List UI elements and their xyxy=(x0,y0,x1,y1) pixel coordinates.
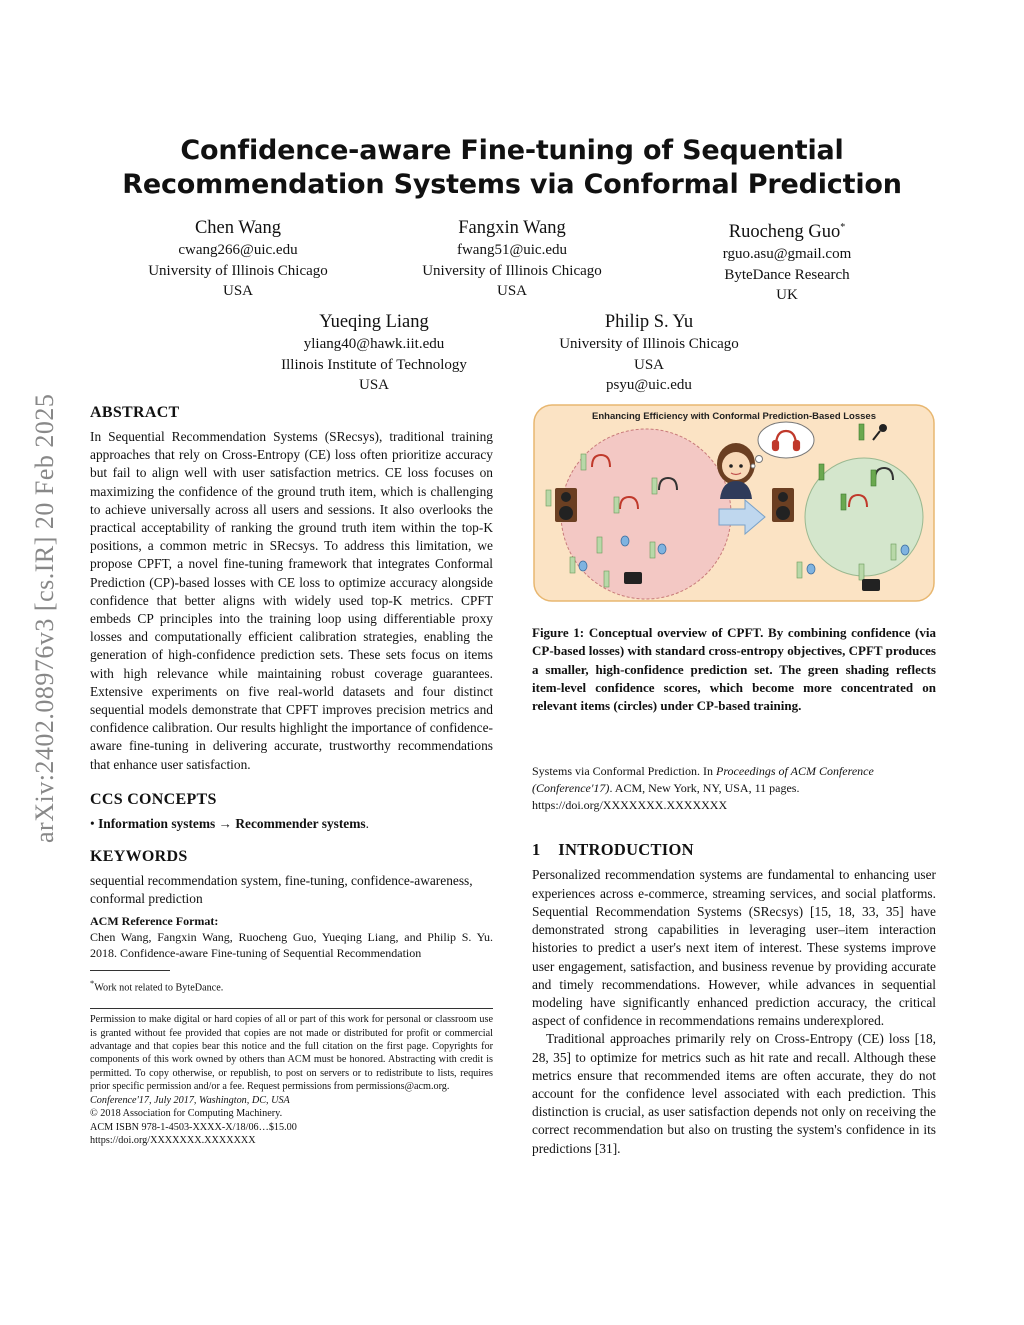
copyright-line: © 2018 Association for Computing Machinery. xyxy=(90,1108,283,1120)
footnote-text: Work not related to ByteDance. xyxy=(94,982,224,994)
author-name: Chen Wang xyxy=(194,218,282,238)
earbuds-icon xyxy=(807,564,815,574)
author-affiliation: Illinois Institute of Technology xyxy=(281,356,467,373)
left-column xyxy=(90,404,493,1147)
conference-line: Conference'17, July 2017, Washington, DC, USA xyxy=(90,1094,290,1106)
figure-illustration xyxy=(533,404,935,602)
candidate-set-circle xyxy=(561,429,731,599)
arxiv-stamp: arXiv:2402.08976v3 [cs.IR] 20 Feb 2025 xyxy=(30,393,59,843)
ccs-heading: CCS CONCEPTS xyxy=(90,790,217,808)
author-email: cwang266@uic.edu xyxy=(178,242,298,258)
turntable-icon xyxy=(862,579,880,591)
keywords-heading: KEYWORDS xyxy=(90,848,188,866)
reference-format-text: Chen Wang, Fangxin Wang, Ruocheng Guo, Yueqing Liang, and Philip S. Yu. 2018. Confidence-aware Fine-tuning of Sequential Recommendation xyxy=(90,930,493,961)
author-country: USA xyxy=(496,283,527,299)
speaker-icon xyxy=(555,488,577,522)
right-column xyxy=(532,624,936,1158)
author-email: psyu@uic.edu xyxy=(606,377,692,393)
footnote-rule xyxy=(90,970,170,971)
author-email: rguo.asu@gmail.com xyxy=(722,246,852,263)
figure-caption-text: Conceptual overview of CPFT. By combining confidence (via CP-based losses) with standard cross-entropy objectives, CPFT produces a smaller, high-confidence prediction set. The green shading reflects item-level confidence scores, which become more concentrated on relevant items (circles) under CP-based training. xyxy=(532,625,936,714)
intro-heading xyxy=(532,840,936,860)
author-name: Philip S. Yu xyxy=(604,312,694,332)
ccs-term: Recommender systems xyxy=(235,815,366,831)
doi-line: https://doi.org/XXXXXXX.XXXXXXX xyxy=(90,1134,256,1146)
permission-rule xyxy=(90,1008,493,1009)
author-name: Yueqing Liang xyxy=(319,312,429,332)
author-country: UK xyxy=(776,287,798,304)
author-affiliation: ByteDance Research xyxy=(724,266,850,283)
earbuds-icon xyxy=(621,536,629,546)
abstract-heading: ABSTRACT xyxy=(90,404,180,421)
intro-number: 1 xyxy=(532,840,541,860)
intro-title: INTRODUCTION xyxy=(558,840,694,860)
permission-text: Permission to make digital or hard copies of all or part of this work for personal or classroom use is granted without fee provided that copies are not made or distributed for profit or commercial advantage and that copies bear this notice and the full citation on the first page. Copyrights for components of this work owned by others than ACM must be honored. Abstracting with credit is permitted. To copy otherwise, or republish, to post on servers or to redistribute to lists, requires prior specific permission and/or a fee. Request permissions from permissions@acm.org. xyxy=(90,1014,493,1093)
author-country: USA xyxy=(633,356,664,373)
ccs-concepts xyxy=(90,815,493,833)
author-block xyxy=(382,216,642,302)
isbn-line: ACM ISBN 978-1-4503-XXXX-X/18/06…$15.00 xyxy=(90,1121,297,1133)
figure-1 xyxy=(533,404,935,602)
turntable-icon xyxy=(624,572,642,584)
footnote-mark: * xyxy=(90,978,95,989)
author-block xyxy=(244,310,504,396)
earbuds-icon xyxy=(658,544,666,554)
figure-caption xyxy=(532,624,936,715)
author-block xyxy=(519,310,779,396)
reference-continued-a: Systems via Conformal Prediction. In xyxy=(532,764,716,779)
ccs-end: . xyxy=(365,815,369,831)
footnote xyxy=(90,977,493,995)
speaker-icon xyxy=(772,488,794,522)
author-name: Ruocheng Guo xyxy=(728,222,841,243)
intro-paragraph-1: Personalized recommendation systems are fundamental to enhancing user experiences across e-commerce, streaming services, and social platforms. Sequential Recommendation Systems (SRecsys) [15, 18, 33, 35] have demonstrated strong capabilities in leveraging user–item interaction histories to predict a user's next item of interest. These systems improve user engagement, satisfaction, and business revenue by providing accurate and timely recommendations. However, while advances in sequential modeling have significantly enhanced prediction accuracy, the critical aspect of confidence in recommendations remains underexplored. xyxy=(532,867,936,1029)
author-email: fwang51@uic.edu xyxy=(456,242,568,258)
reference-venue: Proceedings of ACM Conference (Conference'17) xyxy=(532,764,874,796)
reference-continued-b: . ACM, New York, NY, USA, 11 pages. https://doi.org/XXXXXXX.XXXXXXX xyxy=(532,781,800,813)
author-block xyxy=(108,216,368,302)
ccs-bullet: • xyxy=(90,815,95,831)
ccs-arrow: → xyxy=(218,815,232,831)
author-affiliation: University of Illinois Chicago xyxy=(148,262,328,279)
earbuds-icon xyxy=(579,561,587,571)
reference-format-continued xyxy=(532,763,936,814)
author-block xyxy=(657,216,917,306)
paper-title: Confidence-aware Fine-tuning of Sequential Recommendation Systems via Conformal Prediction xyxy=(122,135,902,200)
reference-format-heading: ACM Reference Format: xyxy=(90,914,219,929)
author-affiliation: University of Illinois Chicago xyxy=(559,336,739,352)
keywords-text: sequential recommendation system, fine-tuning, confidence-awareness, conformal prediction xyxy=(90,873,473,907)
abstract-text: In Sequential Recommendation Systems (SRecsys), traditional training approaches that rely on Cross-Entropy (CE) loss often prioritize accuracy but fail to align well with user satisfaction metrics. CE loss focuses on maximizing the confidence of the ground truth item, which is challenging to achieve universally across all users and sessions. It also overlooks the practical acceptability of ranking the ground truth item within the top-K positions, a common metric in SRecsys. To address this limitation, we propose CPFT, a novel fine-tuning framework that integrates Conformal Prediction (CP)-based losses with CE loss to optimize accuracy alongside confidence that better aligns with widely used top-K metrics. CPFT embeds CP principles into the training loop using differentiable proxy losses and computationally efficient calibration strategies, enabling the generation of high-confidence prediction sets. These sets focus on items with high relevance while maintaining robust coverage guarantees. Extensive experiments on five real-world datasets and four distinct sequential models demonstrate that CPFT improves precision metrics and confidence calibration. Our results highlight the importance of confidence-aware fine-tuning in delivering accurate, trustworthy recommendations that enhance user satisfaction. xyxy=(90,429,493,772)
author-name: Fangxin Wang xyxy=(458,218,566,238)
intro-paragraph-2: Traditional approaches primarily rely on Cross-Entropy (CE) loss [18, 28, 35] to optimize for metrics such as hit rate and recall. Although these metrics ensure that recommended items are often accurate, they do not account for the confidence level associated with each prediction. This distinction is crucial, as user satisfaction depends not only on receiving the correct recommendation but also on trusting the system's confidence in its predictions [31]. xyxy=(532,1031,936,1156)
user-avatar-icon xyxy=(717,443,755,499)
figure-title: Enhancing Efficiency with Conformal Prediction-Based Losses xyxy=(592,411,876,422)
author-email: yliang40@hawk.iit.edu xyxy=(303,336,445,352)
author-country: USA xyxy=(222,283,253,299)
earbuds-icon xyxy=(901,545,909,555)
author-country: USA xyxy=(358,377,389,393)
figure-caption-label: Figure 1: xyxy=(532,625,589,640)
author-affiliation: University of Illinois Chicago xyxy=(422,262,602,279)
author-mark: * xyxy=(840,222,846,233)
ccs-term: Information systems xyxy=(98,815,216,831)
